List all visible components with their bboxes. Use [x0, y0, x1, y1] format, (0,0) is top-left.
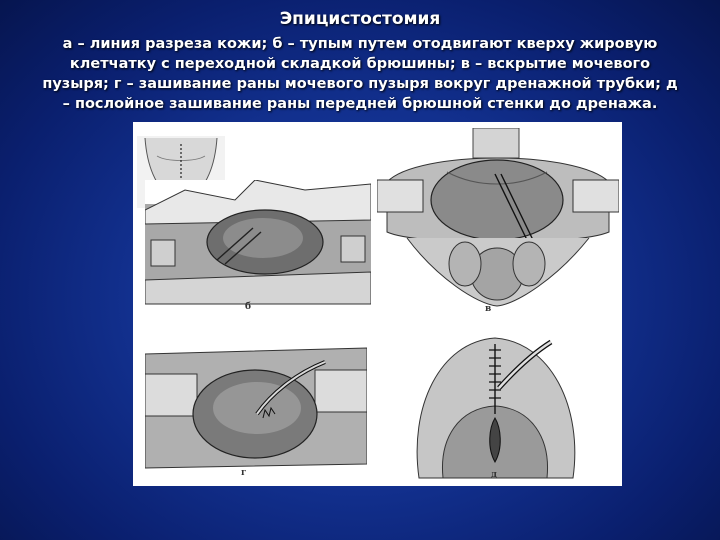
panel-v-illustration: [377, 128, 619, 318]
panel-g-illustration: [145, 344, 367, 484]
slide-title: Эпицистостомия: [279, 9, 441, 29]
panel-v-label: в: [485, 304, 492, 314]
panel-d-label: д: [491, 470, 497, 480]
surgical-illustration: [133, 122, 622, 486]
panel-b-label: б: [245, 302, 252, 312]
panel-b-illustration: [145, 180, 371, 318]
panel-g-label: г: [241, 468, 247, 478]
slide-caption: а – линия разреза кожи; б – тупым путем отодвигают кверху жировую клетчатку с переходной складкой брюшины; в – вскрытие мочевого пузыря; г – зашивание раны мочевого пузыря вокруг дренажной трубки; д – послойное зашивание раны передней брюшной стенки до дренажа.: [42, 36, 678, 112]
panel-d-illustration: [409, 328, 583, 484]
